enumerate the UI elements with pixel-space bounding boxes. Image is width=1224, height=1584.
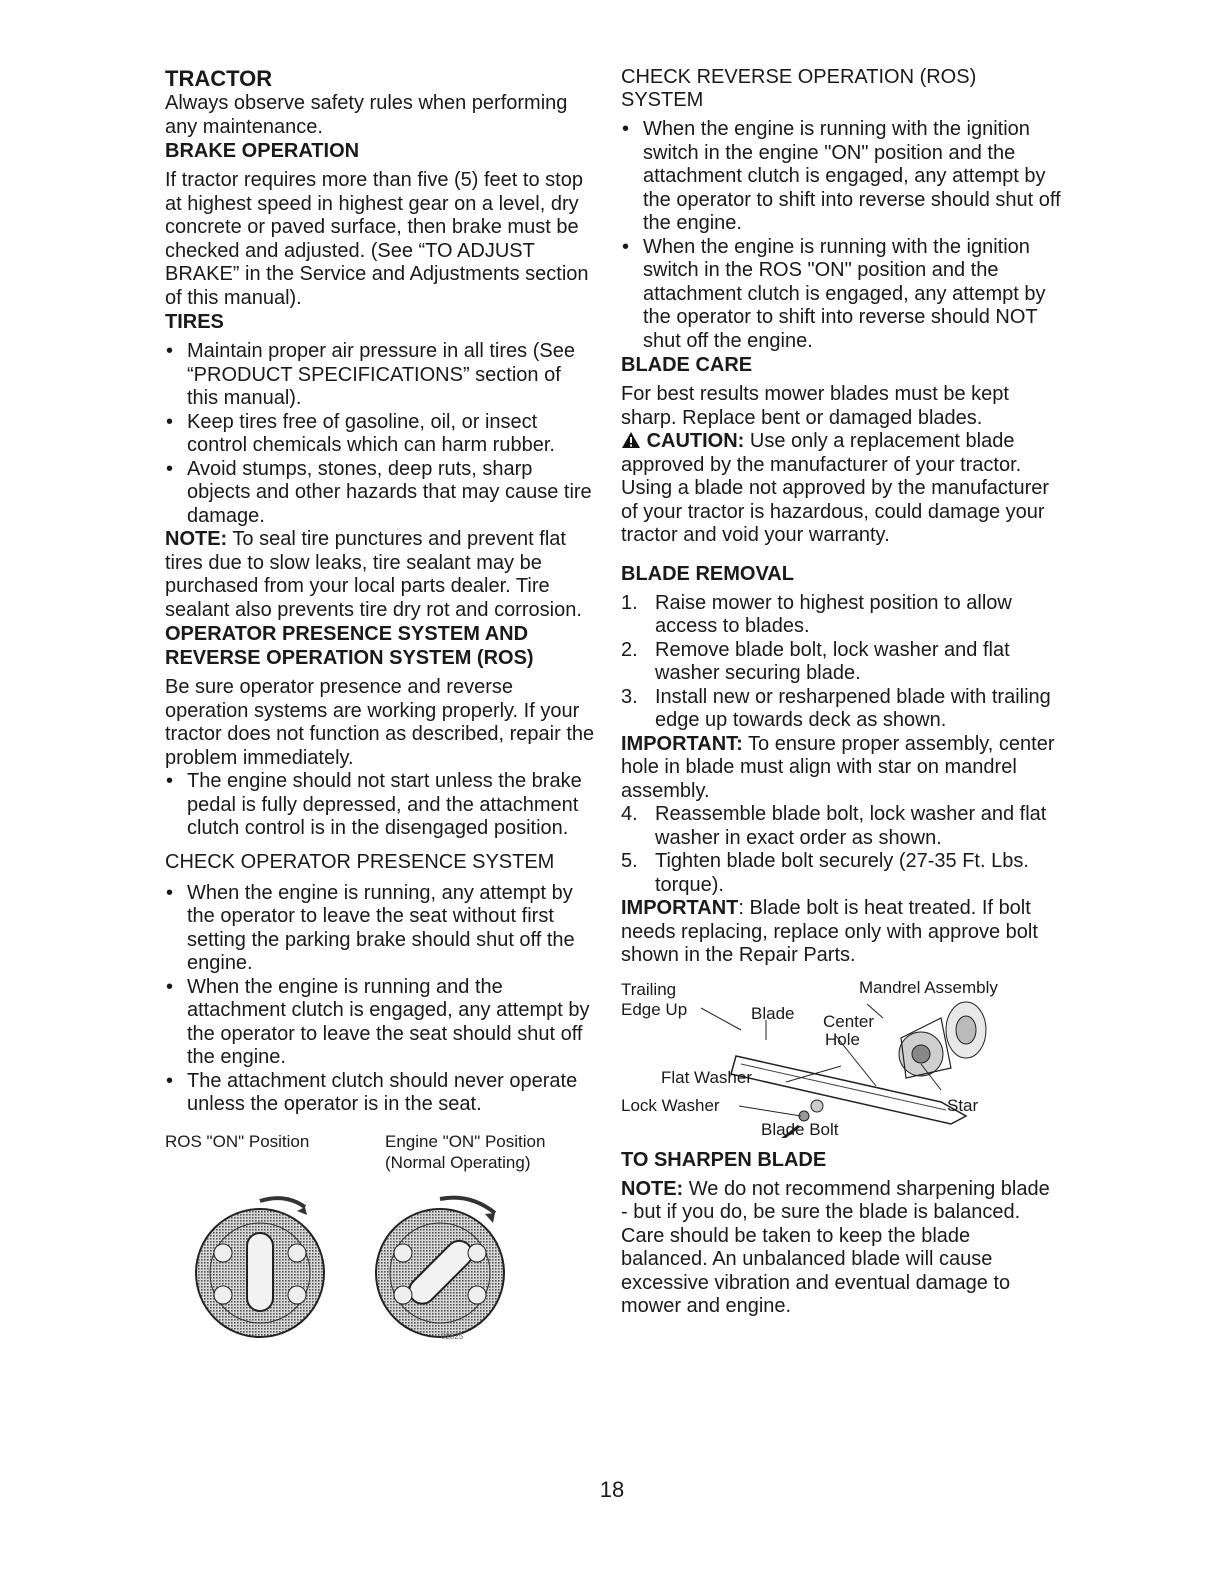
- heading-check-ros: CHECK REVERSE OPERATION (ROS) SYSTEM: [621, 66, 977, 111]
- removal-step: 1. Raise mower to highest position to allow access to blades.: [621, 591, 1012, 637]
- removal-step: 5. Tighten blade bolt securely (27-35 Ft. Lbs. torque).: [621, 850, 1029, 896]
- label-blade-bolt: Blade Bolt: [761, 1119, 839, 1139]
- label-center: Center: [823, 1011, 875, 1031]
- tire-note: [165, 528, 597, 622]
- tractor-intro: Always observe safety rules when performing any maintenance.: [165, 92, 568, 138]
- section-title-tractor: TRACTOR: [165, 66, 273, 91]
- important-assembly: IMPORTANT: To ensure proper assembly, center hole in blade must align with star on mandrel assembly.: [621, 732, 1055, 802]
- removal-step: 3. Install new or resharpened blade with trailing edge up towards deck as shown.: [621, 685, 1051, 731]
- engine-on-knob-icon: [376, 1197, 504, 1336]
- caution-label: CAUTION:: [646, 430, 745, 452]
- brake-text: If tractor requires more than five (5) feet to stop at highest speed in highest gear on a level, dry concrete or paved surface, then brake must be checked and adjusted. (See “TO ADJUST BRAKE” in the Service and Adjustments section of this manual).: [165, 169, 589, 309]
- operator-presence-text: Be sure operator presence and reverse operation systems are working properly. If your tractor does not function as described, repair the problem immediately.: [165, 676, 595, 769]
- sharpen-note: NOTE: We do not recommend sharpening blade - but if you do, be sure the blade is balanced.: [621, 1177, 1050, 1223]
- label-blade: Blade: [751, 1003, 795, 1023]
- label-trailing: Trailing: [621, 979, 677, 999]
- important-label: IMPORTANT: [621, 897, 739, 919]
- heading-blade-care: BLADE CARE: [621, 354, 753, 376]
- heading-to-sharpen-blade: TO SHARPEN BLADE: [621, 1148, 827, 1171]
- label-mandrel-assembly: Mandrel Assembly: [859, 977, 998, 997]
- label-star: Star: [947, 1095, 979, 1115]
- blade-assembly-diagram: [621, 978, 1061, 1138]
- page-number: 18: [599, 1477, 625, 1502]
- caption-engine-on: [385, 1131, 545, 1173]
- check-ros-bullet: • When the engine is running with the ignition switch in the ROS "ON" position and the attachment clutch is engaged, any attempt by the operator to shift into reverse should NOT shut off the engine.: [621, 236, 1061, 354]
- caption-ros-on: ROS "ON" Position: [165, 1131, 310, 1151]
- heading-brake-operation: BRAKE OPERATION: [165, 140, 360, 162]
- tires-bullet: • Avoid stumps, stones, deep ruts, sharp objects and other hazards that may cause tire damage.: [165, 458, 597, 529]
- right-column: [621, 66, 1061, 1319]
- important-label: IMPORTANT:: [621, 732, 743, 755]
- ignition-switch-figure: [165, 1131, 597, 1351]
- label-hole: Hole: [825, 1029, 860, 1049]
- check-ops-bullet: • When the engine is running, any attempt by the operator to leave the seat without first setting the parking brake should shut off the engine.: [165, 882, 597, 976]
- note-label: NOTE:: [621, 1177, 684, 1200]
- label-flat-washer: Flat Washer: [661, 1067, 753, 1087]
- caption-engine-line1: Engine "ON" Position: [385, 1131, 546, 1151]
- heading-check-operator-presence: CHECK OPERATOR PRESENCE SYSTEM: [165, 850, 555, 873]
- tires-bullet: • Maintain proper air pressure in all tires (See “PRODUCT SPECIFICATIONS” section of this manual).: [165, 340, 597, 411]
- figure-code: 02825: [441, 1331, 464, 1341]
- heading-blade-removal: BLADE REMOVAL: [621, 562, 794, 585]
- label-edge-up: Edge Up: [621, 999, 688, 1019]
- check-ros-bullet: • When the engine is running with the ignition switch in the engine "ON" position and the attachment clutch is engaged, any attempt by the operator to shift into reverse should shut off the engine.: [621, 118, 1061, 236]
- check-ops-bullet: • When the engine is running and the attachment clutch is engaged, any attempt by the operator to leave the seat should shut off the engine.: [165, 976, 597, 1070]
- note-label: NOTE:: [165, 528, 228, 550]
- important-bolt: IMPORTANT: Blade bolt is heat treated. If bolt needs replacing, replace only with approve bolt shown in the Repair Parts.: [621, 897, 1038, 966]
- heading-operator-presence: OPERATOR PRESENCE SYSTEM AND REVERSE OPERATION SYSTEM (ROS): [165, 623, 534, 669]
- blade-care-text: For best results mower blades must be kept sharp. Replace bent or damaged blades.: [621, 383, 1009, 429]
- removal-step: 4. Reassemble blade bolt, lock washer and flat washer in exact order as shown.: [621, 803, 1047, 849]
- ros-on-knob-icon: [196, 1198, 324, 1337]
- removal-step: 2. Remove blade bolt, lock washer and flat washer securing blade.: [621, 638, 1010, 684]
- sharpen-text: Care should be taken to keep the blade balanced. An unbalanced blade will cause excessive vibration and eventual damage to mower and engine.: [621, 1224, 1011, 1317]
- caption-engine-line2: (Normal Operating): [385, 1152, 531, 1172]
- heading-tires: TIRES: [165, 311, 224, 333]
- left-column: [165, 66, 597, 1351]
- ignition-knob-illustrations: [165, 1181, 595, 1341]
- caution-paragraph: [621, 430, 1061, 548]
- operator-presence-bullet: • The engine should not start unless the brake pedal is fully depressed, and the attachment clutch control is in the disengaged position.: [165, 770, 597, 841]
- label-lock-washer: Lock Washer: [621, 1095, 720, 1115]
- warning-triangle-icon: [621, 431, 641, 449]
- note-text: To seal tire punctures and prevent flat tires due to slow leaks, tire sealant may be purchased from your local parts dealer. Tire sealant also prevents tire dry rot and corrosion.: [165, 528, 582, 621]
- check-ops-bullet: • The attachment clutch should never operate unless the operator is in the seat.: [165, 1070, 597, 1117]
- caution-text: Use only a replacement blade approved by the manufacturer of your tractor. Using a blade not approved by the manufacturer of your tractor is hazardous, could damage your tractor and void your warranty.: [621, 430, 1050, 546]
- tires-bullet: • Keep tires free of gasoline, oil, or insect control chemicals which can harm rubber.: [165, 411, 597, 458]
